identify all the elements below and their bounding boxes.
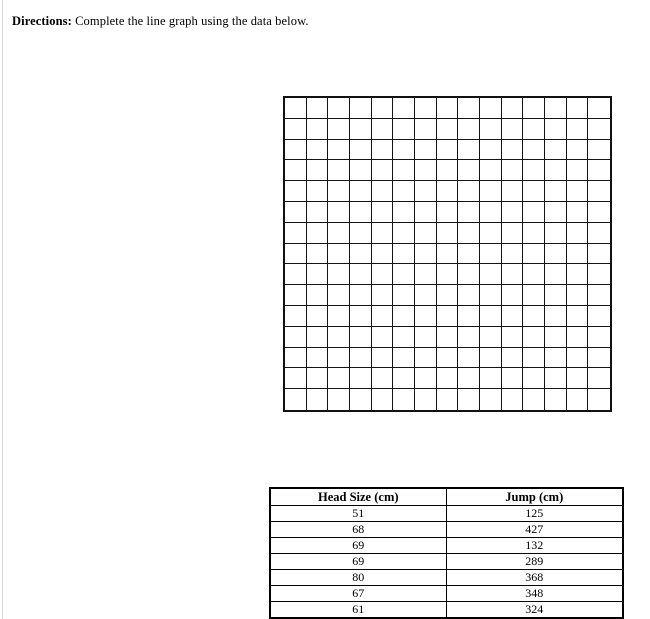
grid-cell[interactable]	[480, 368, 502, 389]
grid-cell[interactable]	[307, 98, 329, 119]
grid-cell[interactable]	[502, 327, 524, 348]
grid-cell[interactable]	[458, 306, 480, 327]
grid-cell[interactable]	[350, 98, 372, 119]
grid-cell[interactable]	[588, 119, 610, 140]
grid-cell[interactable]	[545, 389, 567, 410]
table-row	[270, 586, 623, 602]
grid-cell[interactable]	[588, 202, 610, 223]
grid-cell[interactable]	[328, 389, 350, 410]
grid-cell[interactable]	[523, 160, 545, 181]
grid-cell[interactable]	[480, 98, 502, 119]
grid-cell[interactable]	[307, 223, 329, 244]
grid-cell[interactable]	[588, 327, 610, 348]
grid-cell[interactable]	[415, 368, 437, 389]
grid-cell[interactable]	[350, 368, 372, 389]
grid-cell[interactable]	[328, 98, 350, 119]
grid-cell[interactable]	[458, 119, 480, 140]
grid-cell[interactable]	[567, 348, 589, 369]
grid-cell[interactable]	[523, 181, 545, 202]
grid-cell[interactable]	[285, 306, 307, 327]
grid-cell[interactable]	[307, 181, 329, 202]
grid-cell[interactable]	[502, 140, 524, 161]
grid-cell[interactable]	[502, 98, 524, 119]
grid-cell[interactable]	[350, 306, 372, 327]
grid-cell[interactable]	[588, 348, 610, 369]
grid-cell[interactable]	[350, 389, 372, 410]
grid-cell[interactable]	[328, 327, 350, 348]
grid-cell[interactable]	[588, 223, 610, 244]
cell-head-size: 51	[270, 506, 446, 522]
grid-cell[interactable]	[437, 140, 459, 161]
grid-cell[interactable]	[350, 119, 372, 140]
table-row	[270, 554, 623, 570]
grid-cell[interactable]	[502, 285, 524, 306]
cell-head-size: 69	[270, 538, 446, 554]
grid-cell[interactable]	[328, 119, 350, 140]
grid-cell[interactable]	[480, 348, 502, 369]
grid-cell[interactable]	[307, 244, 329, 265]
grid-cell[interactable]	[523, 348, 545, 369]
column-header-jump: Jump (cm)	[446, 488, 623, 506]
grid-cell[interactable]	[307, 285, 329, 306]
grid-cell[interactable]	[588, 264, 610, 285]
grid-cell[interactable]	[372, 244, 394, 265]
cell-head-size: 69	[270, 554, 446, 570]
grid-cell[interactable]	[328, 264, 350, 285]
grid-cell[interactable]	[480, 306, 502, 327]
grid-cell[interactable]	[523, 140, 545, 161]
grid-cell[interactable]	[372, 119, 394, 140]
grid-cell[interactable]	[415, 119, 437, 140]
grid-cell[interactable]	[480, 327, 502, 348]
grid-cell[interactable]	[393, 98, 415, 119]
grid-cell[interactable]	[545, 160, 567, 181]
grid-cell[interactable]	[415, 285, 437, 306]
cell-jump: 289	[446, 554, 623, 570]
grid-cell[interactable]	[458, 244, 480, 265]
grid-cell[interactable]	[545, 348, 567, 369]
grid-cell[interactable]	[328, 244, 350, 265]
grid-cell[interactable]	[588, 368, 610, 389]
grid-cell[interactable]	[307, 389, 329, 410]
cell-jump: 132	[446, 538, 623, 554]
grid-cell[interactable]	[502, 160, 524, 181]
grid-cell[interactable]	[545, 98, 567, 119]
grid-cell[interactable]	[372, 140, 394, 161]
grid-cell[interactable]	[350, 348, 372, 369]
grid-cell[interactable]	[523, 389, 545, 410]
grid-cell[interactable]	[567, 202, 589, 223]
grid-cell[interactable]	[567, 368, 589, 389]
table-row	[270, 506, 623, 522]
grid-cell[interactable]	[545, 285, 567, 306]
grid-cell[interactable]	[458, 223, 480, 244]
grid-cell[interactable]	[588, 140, 610, 161]
grid-cell[interactable]	[545, 140, 567, 161]
grid-cell[interactable]	[567, 140, 589, 161]
grid-cell[interactable]	[502, 202, 524, 223]
grid-cell[interactable]	[588, 306, 610, 327]
grid-cell[interactable]	[502, 368, 524, 389]
column-header-head-size: Head Size (cm)	[270, 488, 446, 506]
cell-head-size: 80	[270, 570, 446, 586]
grid-cell[interactable]	[285, 264, 307, 285]
grid-cell[interactable]	[328, 181, 350, 202]
grid-cell[interactable]	[372, 202, 394, 223]
grid-cell[interactable]	[285, 160, 307, 181]
grid-cell[interactable]	[285, 140, 307, 161]
grid-cell[interactable]	[372, 98, 394, 119]
grid-cell[interactable]	[545, 181, 567, 202]
grid-cell[interactable]	[567, 98, 589, 119]
grid-cell[interactable]	[567, 244, 589, 265]
cell-jump: 324	[446, 602, 623, 619]
data-table	[269, 487, 624, 619]
grid-cell[interactable]	[415, 181, 437, 202]
grid-cell[interactable]	[480, 119, 502, 140]
grid-cell[interactable]	[437, 202, 459, 223]
grid-cell[interactable]	[285, 327, 307, 348]
grid-cell[interactable]	[523, 285, 545, 306]
grid-cell[interactable]	[502, 264, 524, 285]
grid-cell[interactable]	[523, 98, 545, 119]
grid-cell[interactable]	[545, 306, 567, 327]
grid-cell[interactable]	[328, 348, 350, 369]
grid-cell[interactable]	[393, 327, 415, 348]
grid-cell[interactable]	[567, 285, 589, 306]
grid-cell[interactable]	[523, 327, 545, 348]
grid-cell[interactable]	[502, 223, 524, 244]
grid-cell[interactable]	[415, 264, 437, 285]
grid-cell[interactable]	[567, 389, 589, 410]
table-row	[270, 538, 623, 554]
grid-cell[interactable]	[437, 160, 459, 181]
grid-cell[interactable]	[350, 202, 372, 223]
table-row	[270, 602, 623, 619]
cell-head-size: 67	[270, 586, 446, 602]
page-edge-rule	[2, 0, 3, 619]
grid-cell[interactable]	[307, 202, 329, 223]
grid-cell[interactable]	[458, 160, 480, 181]
grid-cell[interactable]	[328, 306, 350, 327]
grid-cell[interactable]	[393, 348, 415, 369]
grid-cell[interactable]	[415, 202, 437, 223]
grid-cell[interactable]	[372, 181, 394, 202]
grid-cell[interactable]	[393, 389, 415, 410]
grid-cell[interactable]	[285, 202, 307, 223]
grid-cell[interactable]	[437, 368, 459, 389]
grid-cell[interactable]	[393, 119, 415, 140]
grid-cell[interactable]	[285, 181, 307, 202]
grid-cell[interactable]	[437, 119, 459, 140]
grid-cell[interactable]	[285, 98, 307, 119]
grid-cell[interactable]	[307, 368, 329, 389]
cell-jump: 348	[446, 586, 623, 602]
grid-cell[interactable]	[502, 181, 524, 202]
grid-cell[interactable]	[567, 327, 589, 348]
grid-cell[interactable]	[350, 285, 372, 306]
grid-cell[interactable]	[458, 327, 480, 348]
grid-cell[interactable]	[480, 244, 502, 265]
grid-cell[interactable]	[480, 223, 502, 244]
grid-cell[interactable]	[415, 223, 437, 244]
table-row	[270, 522, 623, 538]
grid-cell[interactable]	[328, 368, 350, 389]
grid-cell[interactable]	[328, 202, 350, 223]
grid-cell[interactable]	[350, 140, 372, 161]
grid-cell[interactable]	[393, 264, 415, 285]
grid-cell[interactable]	[480, 202, 502, 223]
grid-cell[interactable]	[285, 119, 307, 140]
grid-cell[interactable]	[567, 119, 589, 140]
grid-cell[interactable]	[458, 264, 480, 285]
grid-cell[interactable]	[523, 306, 545, 327]
grid-cell[interactable]	[502, 244, 524, 265]
grid-cell[interactable]	[415, 348, 437, 369]
grid-cell[interactable]	[437, 244, 459, 265]
grid-cell[interactable]	[307, 348, 329, 369]
grid-cell[interactable]	[285, 244, 307, 265]
grid-cell[interactable]	[393, 223, 415, 244]
grid-cell[interactable]	[588, 389, 610, 410]
grid-cell[interactable]	[523, 244, 545, 265]
grid-cell[interactable]	[480, 160, 502, 181]
grid-cell[interactable]	[437, 389, 459, 410]
grid-cell[interactable]	[437, 98, 459, 119]
grid-cell[interactable]	[307, 119, 329, 140]
grid-cell[interactable]	[415, 389, 437, 410]
grid-cell[interactable]	[393, 244, 415, 265]
grid-cell[interactable]	[415, 244, 437, 265]
grid-cell[interactable]	[502, 389, 524, 410]
grid-cell[interactable]	[437, 285, 459, 306]
grid-cell[interactable]	[307, 140, 329, 161]
grid-cell[interactable]	[545, 264, 567, 285]
grid-cell[interactable]	[458, 348, 480, 369]
grid-cell[interactable]	[480, 389, 502, 410]
grid-cell[interactable]	[285, 368, 307, 389]
cell-jump: 368	[446, 570, 623, 586]
grid-cell[interactable]	[350, 181, 372, 202]
grid-cell[interactable]	[350, 327, 372, 348]
grid-cell[interactable]	[393, 285, 415, 306]
grid-cell[interactable]	[350, 223, 372, 244]
grid-cell[interactable]	[545, 368, 567, 389]
grid-cell[interactable]	[567, 160, 589, 181]
grid-cell[interactable]	[437, 223, 459, 244]
grid-cell[interactable]	[523, 264, 545, 285]
table-row	[270, 570, 623, 586]
grid-cell[interactable]	[588, 244, 610, 265]
blank-line-graph-grid[interactable]	[283, 96, 612, 412]
grid-cell[interactable]	[502, 119, 524, 140]
directions-line	[12, 14, 309, 29]
grid-cell[interactable]	[372, 285, 394, 306]
grid-cell[interactable]	[285, 285, 307, 306]
grid-cell[interactable]	[437, 348, 459, 369]
grid-cell[interactable]	[480, 140, 502, 161]
grid-cell[interactable]	[350, 244, 372, 265]
grid-cell[interactable]	[458, 389, 480, 410]
grid-cell[interactable]	[458, 98, 480, 119]
grid-cell[interactable]	[393, 202, 415, 223]
grid-cell[interactable]	[415, 327, 437, 348]
grid-cell[interactable]	[545, 244, 567, 265]
grid-cell[interactable]	[393, 160, 415, 181]
grid-cell[interactable]	[372, 348, 394, 369]
grid-cell[interactable]	[437, 181, 459, 202]
grid-cell[interactable]	[393, 368, 415, 389]
grid-cell[interactable]	[588, 160, 610, 181]
grid-cell[interactable]	[393, 140, 415, 161]
grid-cell[interactable]	[393, 306, 415, 327]
grid-cell[interactable]	[458, 368, 480, 389]
grid-cell[interactable]	[545, 119, 567, 140]
directions-label: Directions:	[12, 14, 72, 28]
grid-cell[interactable]	[480, 285, 502, 306]
cell-jump: 427	[446, 522, 623, 538]
grid-cell[interactable]	[458, 181, 480, 202]
grid-cell[interactable]	[393, 181, 415, 202]
grid-cell[interactable]	[437, 327, 459, 348]
cell-head-size: 61	[270, 602, 446, 619]
table-header-row	[270, 488, 623, 506]
grid-cell[interactable]	[545, 223, 567, 244]
grid-cell[interactable]	[437, 306, 459, 327]
grid-cell[interactable]	[567, 223, 589, 244]
grid-cell[interactable]	[545, 327, 567, 348]
cell-head-size: 68	[270, 522, 446, 538]
grid-cell[interactable]	[372, 327, 394, 348]
grid-cell[interactable]	[567, 306, 589, 327]
grid-cell[interactable]	[372, 389, 394, 410]
grid-cell[interactable]	[588, 181, 610, 202]
grid-cell[interactable]	[372, 160, 394, 181]
grid-cell[interactable]	[328, 285, 350, 306]
grid-cell[interactable]	[328, 160, 350, 181]
grid-cell[interactable]	[458, 285, 480, 306]
grid-cell[interactable]	[480, 181, 502, 202]
grid-cell[interactable]	[480, 264, 502, 285]
grid-cell[interactable]	[458, 140, 480, 161]
grid-cell[interactable]	[588, 98, 610, 119]
data-table-container	[269, 487, 622, 619]
grid-cell[interactable]	[523, 223, 545, 244]
grid-cell[interactable]	[545, 202, 567, 223]
grid-cell[interactable]	[415, 98, 437, 119]
grid-cell[interactable]	[307, 327, 329, 348]
grid-cell[interactable]	[328, 223, 350, 244]
grid-cell[interactable]	[307, 264, 329, 285]
grid-cell[interactable]	[372, 223, 394, 244]
grid-cell[interactable]	[350, 160, 372, 181]
grid-cell[interactable]	[307, 306, 329, 327]
grid-cell[interactable]	[437, 264, 459, 285]
grid-cell[interactable]	[350, 264, 372, 285]
directions-text: Complete the line graph using the data below.	[71, 14, 309, 28]
grid-cell[interactable]	[328, 140, 350, 161]
grid-cell[interactable]	[523, 119, 545, 140]
cell-jump: 125	[446, 506, 623, 522]
grid-cell[interactable]	[307, 160, 329, 181]
grid-cell[interactable]	[372, 264, 394, 285]
grid-cell[interactable]	[415, 160, 437, 181]
grid-cell[interactable]	[415, 140, 437, 161]
grid-cell[interactable]	[372, 306, 394, 327]
grid-cell[interactable]	[285, 223, 307, 244]
grid-cell[interactable]	[502, 348, 524, 369]
grid-cell[interactable]	[523, 202, 545, 223]
grid-cell[interactable]	[502, 306, 524, 327]
grid-cell[interactable]	[372, 368, 394, 389]
grid-cell[interactable]	[415, 306, 437, 327]
grid-cell[interactable]	[588, 285, 610, 306]
grid-cell[interactable]	[523, 368, 545, 389]
grid-cell[interactable]	[458, 202, 480, 223]
grid-cell[interactable]	[567, 264, 589, 285]
grid-cell[interactable]	[567, 181, 589, 202]
grid-cell[interactable]	[285, 389, 307, 410]
grid-cell[interactable]	[285, 348, 307, 369]
